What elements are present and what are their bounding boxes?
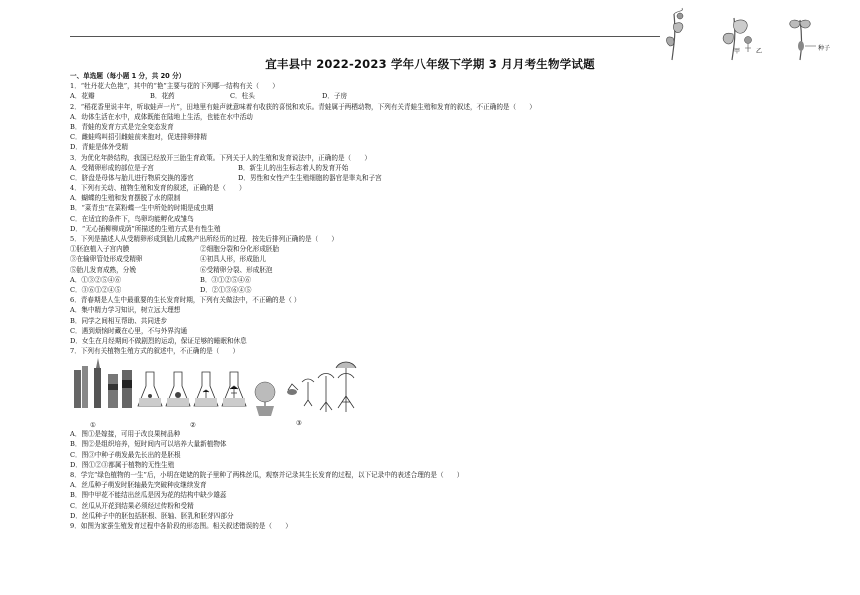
q1-option-c: C．柱头 [230,92,255,101]
q6-option-d: D．女生在月经期间不做剧烈的运动，保证足够的睡眠和休息 [70,336,247,345]
q5-item-6: ⑥受精卵分裂、形成胚泡 [200,265,273,274]
q8-option-b: B．图中甲花不能结出丝瓜是因为花的结构中缺少雄蕊 [70,491,227,500]
page-title: 宜丰县中 2022-2023 学年八年级下学期 3 月月考生物学试题 [265,57,595,71]
q6-option-b: B．同学之间相互帮助、共同进步 [70,316,168,325]
header-rule [70,36,660,37]
q1-stem: 1．“牡丹花大色艳”，其中的“艳”主要与花的下列哪一结构有关（ ） [70,82,279,91]
q6-option-c: C．遇到烦恼时藏在心里，不与外界沟通 [70,326,188,335]
loofah-figure [662,4,848,62]
q3-options [70,163,790,183]
q6-option-a: A．集中精力学习知识，树立远大理想 [70,306,181,315]
q5-stem: 5．下列是描述人从受精卵形成到胎儿成熟产出所经历的过程．按先后排列正确的是（ ） [70,235,338,243]
q5-item-5: ⑤胎儿发育成熟，分娩 [70,265,136,274]
q5-items [70,244,790,275]
question-list [70,71,790,531]
q7-figure [70,356,790,429]
q2-option-c: C．雌蛙鸣叫招引雌蛙前来抱对，促进排卵排精 [70,133,207,142]
q4-option-c: C．在适宜的条件下，鸟卵均能孵化成雏鸟 [70,214,194,223]
q5-item-3: ③在输卵管处形成受精卵 [70,255,143,264]
q7-fig-label-2: ② [190,421,196,430]
q2-stem: 2．“稻花香里说丰年，听取蛙声一片”，田地里有蛙声就意味着有收获的喜悦和欢乐。青蛙属于两栖动物，下列有关青蛙生殖和发育的叙述，不正确的是（ ） [70,102,536,111]
q2-option-d: D．青蛙是体外受精 [70,143,129,152]
q3-option-d: D．男性和女性产生生殖细胞的器官是睾丸和子宫 [238,173,382,182]
q8-stem: 8．学完“绿色植物的一生”后，小明在姥姥的院子里种了两株丝瓜，观察并记录其生长发育的过程，以下记录中的表述合理的是（ ） [70,471,464,479]
q5-item-4: ④初具人形，形成胎儿 [200,255,266,264]
q3-stem: 3．为优化年龄结构，我国已经放开三胎生育政策。下列关于人的生殖和发育说法中，正确的是（ ） [70,153,371,162]
q5-option-a: A．①③②⑤④⑥ [70,275,121,284]
q8-option-a: A．丝瓜种子萌发时胚轴最先突破种皮继续发育 [70,481,207,490]
loofah-illustration-icon [662,4,848,62]
plant-reproduction-illustration-icon [70,356,360,422]
q7-option-a: A．图①是嫁接，可用于改良果树品种 [70,430,181,439]
q7-option-b: B．图②是组织培养，短时间内可以培养大量新植物体 [70,440,227,449]
q3-option-c: C．脐盘是母体与胎儿进行物质交换的器官 [70,173,194,182]
label-jia: 甲 [734,48,741,55]
q4-option-a: A．蝴蝶的生殖和发育摆脱了水的限制 [70,194,181,203]
q1-option-b: B．花药 [150,92,175,101]
q1-options [70,91,790,101]
q3-option-b: B．新生儿的出生标志着人的发育开始 [238,163,349,172]
q7-option-c: C．图③中种子萌发最先长出的是胚根 [70,450,181,459]
q8-option-d: D．丝瓜种子中的胚包括胚根、胚轴、胚乳和胚芽四部分 [70,511,234,520]
q5-options [70,275,790,295]
q1-option-d: D．子房 [322,92,348,101]
q7-fig-label-1: ① [90,421,96,430]
q4-option-b: B．“菜青虫”在菜粉蝶一生中所处的时期是成虫期 [70,204,214,213]
q8-option-c: C．丝瓜从开花到结果必须经过传粉和受精 [70,501,194,510]
q6-stem: 6．青春期是人生中最重要的生长发育时期，下列有关做法中，不正确的是（ ） [70,296,301,305]
q4-option-d: D．“无心插柳柳成荫”所描述的生殖方式是有性生殖 [70,224,221,233]
label-yi: 乙 [756,48,763,55]
q1-option-a: A．花瓣 [70,92,95,101]
q7-fig-label-3: ③ [296,419,302,428]
q2-option-b: B．青蛙的发育方式是完全变态发育 [70,122,174,131]
q9-stem: 9．如图为家蚕生殖发育过程中各阶段的形态图。相关叙述错误的是（ ） [70,521,292,530]
q7-option-d: D．图①②③都属于植物的无性生殖 [70,460,175,469]
label-seed: 种子 [818,45,831,52]
q5-option-d: D．②①③⑥④⑤ [200,285,252,294]
q5-option-c: C．③⑥①②④⑤ [70,285,122,294]
q5-item-1: ①胚泡植入子宫内膜 [70,245,130,254]
q5-item-2: ②细胞分裂和分化形成胚胎 [200,245,280,254]
q4-stem: 4．下列有关动、植物生殖和发育的叙述，正确的是（ ） [70,184,246,193]
q7-stem: 7．下列有关植物生殖方式的叙述中，不正确的是（ ） [70,347,240,356]
q5-option-b: B．③①②⑤④⑥ [200,275,252,284]
section-heading: 一、单选题（每小题 1 分，共 20 分） [70,72,186,80]
q3-option-a: A．受精卵形成的部位是子宫 [70,163,154,172]
q2-option-a: A．幼体生活在水中，成体既能在陆地上生活，也能在水中活动 [70,112,253,121]
